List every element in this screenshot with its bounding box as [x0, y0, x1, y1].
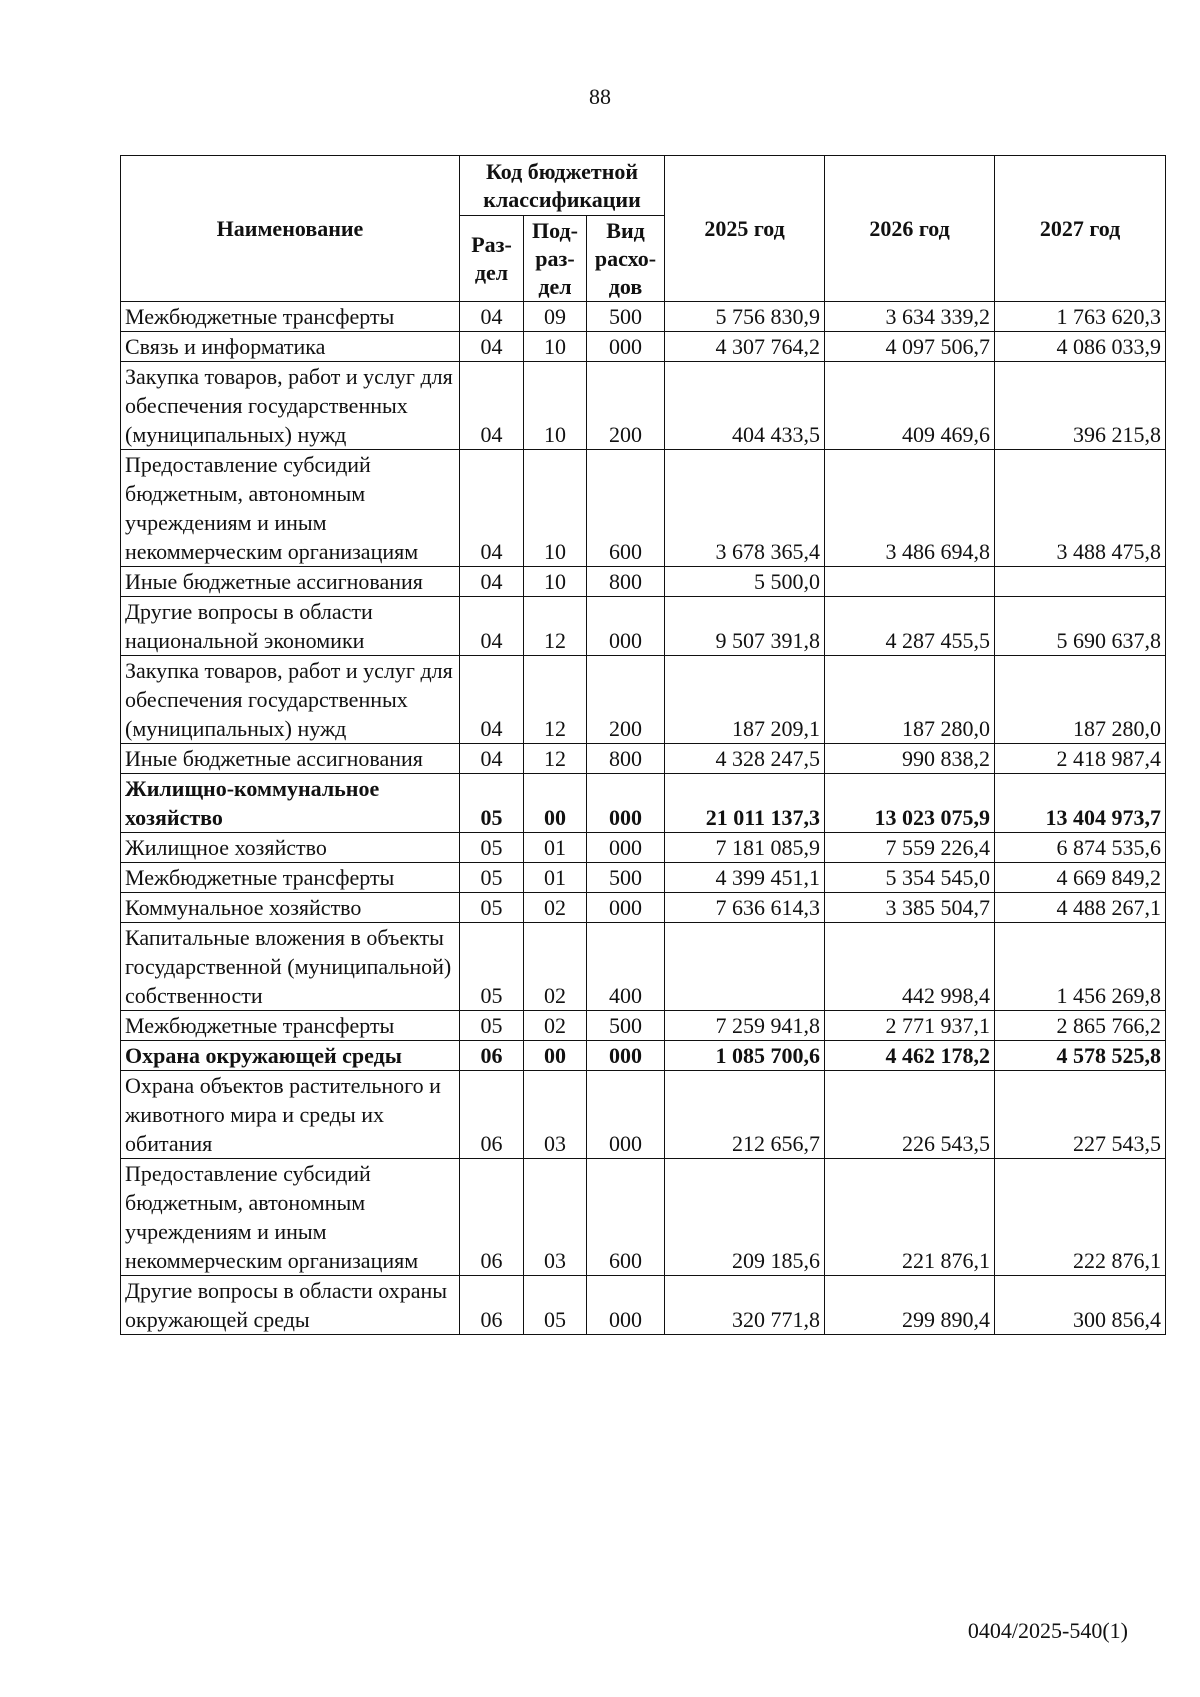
cell-y2025: 4 328 247,5 — [665, 744, 825, 774]
header-code-group: Код бюджетной классификации — [460, 156, 665, 216]
cell-vr: 500 — [587, 863, 665, 893]
cell-y2025: 209 185,6 — [665, 1159, 825, 1276]
cell-y2027: 6 874 535,6 — [995, 833, 1166, 863]
header-vid: Вид расхо-дов — [587, 216, 665, 302]
cell-y2026: 4 097 506,7 — [825, 332, 995, 362]
cell-pr: 00 — [524, 774, 587, 833]
header-razdel: Раз-дел — [460, 216, 524, 302]
cell-y2025: 212 656,7 — [665, 1071, 825, 1159]
cell-name: Межбюджетные трансферты — [121, 302, 460, 332]
cell-y2027: 222 876,1 — [995, 1159, 1166, 1276]
cell-rz: 05 — [460, 893, 524, 923]
cell-pr: 03 — [524, 1159, 587, 1276]
cell-pr: 09 — [524, 302, 587, 332]
cell-rz: 04 — [460, 332, 524, 362]
cell-rz: 05 — [460, 923, 524, 1011]
cell-pr: 12 — [524, 656, 587, 744]
cell-y2026: 7 559 226,4 — [825, 833, 995, 863]
cell-name: Межбюджетные трансферты — [121, 863, 460, 893]
cell-y2027: 2 865 766,2 — [995, 1011, 1166, 1041]
cell-pr: 02 — [524, 923, 587, 1011]
cell-name: Закупка товаров, работ и услуг для обеспечения государственных (муниципальных) нужд — [121, 362, 460, 450]
cell-pr: 02 — [524, 1011, 587, 1041]
cell-rz: 04 — [460, 450, 524, 567]
cell-vr: 000 — [587, 1071, 665, 1159]
cell-y2025: 9 507 391,8 — [665, 597, 825, 656]
table-row — [121, 774, 1166, 833]
cell-vr: 500 — [587, 1011, 665, 1041]
header-podrazdel: Под-раз-дел — [524, 216, 587, 302]
cell-vr: 000 — [587, 833, 665, 863]
cell-rz: 04 — [460, 302, 524, 332]
cell-y2026: 3 385 504,7 — [825, 893, 995, 923]
cell-y2027: 1 763 620,3 — [995, 302, 1166, 332]
header-2025: 2025 год — [665, 156, 825, 302]
cell-pr: 10 — [524, 362, 587, 450]
cell-y2026: 4 287 455,5 — [825, 597, 995, 656]
cell-name: Связь и информатика — [121, 332, 460, 362]
header-2027: 2027 год — [995, 156, 1166, 302]
cell-y2027: 1 456 269,8 — [995, 923, 1166, 1011]
header-2026: 2026 год — [825, 156, 995, 302]
cell-vr: 600 — [587, 450, 665, 567]
cell-y2026: 4 462 178,2 — [825, 1041, 995, 1071]
cell-y2025 — [665, 923, 825, 1011]
cell-vr: 600 — [587, 1159, 665, 1276]
cell-y2027: 4 488 267,1 — [995, 893, 1166, 923]
budget-table — [120, 155, 1166, 1335]
table-row — [121, 1071, 1166, 1159]
cell-name: Иные бюджетные ассигнования — [121, 744, 460, 774]
cell-y2025: 1 085 700,6 — [665, 1041, 825, 1071]
cell-y2026: 990 838,2 — [825, 744, 995, 774]
cell-y2025: 404 433,5 — [665, 362, 825, 450]
cell-y2025: 187 209,1 — [665, 656, 825, 744]
cell-rz: 04 — [460, 597, 524, 656]
cell-rz: 06 — [460, 1041, 524, 1071]
cell-pr: 01 — [524, 833, 587, 863]
cell-name: Жилищно-коммунальное хозяйство — [121, 774, 460, 833]
cell-pr: 10 — [524, 567, 587, 597]
cell-y2027: 187 280,0 — [995, 656, 1166, 744]
cell-vr: 400 — [587, 923, 665, 1011]
cell-name: Охрана окружающей среды — [121, 1041, 460, 1071]
cell-name: Жилищное хозяйство — [121, 833, 460, 863]
cell-y2026: 409 469,6 — [825, 362, 995, 450]
table-row — [121, 302, 1166, 332]
cell-name: Предоставление субсидий бюджетным, автономным учреждениям и иным некоммерческим организациям — [121, 450, 460, 567]
cell-rz: 04 — [460, 567, 524, 597]
header-name: Наименование — [121, 156, 460, 302]
cell-name: Предоставление субсидий бюджетным, автономным учреждениям и иным некоммерческим организациям — [121, 1159, 460, 1276]
cell-y2027: 227 543,5 — [995, 1071, 1166, 1159]
table-row — [121, 833, 1166, 863]
table-body — [121, 302, 1166, 1335]
cell-y2027: 396 215,8 — [995, 362, 1166, 450]
cell-rz: 05 — [460, 774, 524, 833]
cell-rz: 05 — [460, 833, 524, 863]
cell-y2025: 4 399 451,1 — [665, 863, 825, 893]
table-row — [121, 863, 1166, 893]
cell-y2025: 21 011 137,3 — [665, 774, 825, 833]
cell-name: Другие вопросы в области национальной экономики — [121, 597, 460, 656]
cell-rz: 05 — [460, 863, 524, 893]
cell-y2026: 442 998,4 — [825, 923, 995, 1011]
cell-rz: 06 — [460, 1071, 524, 1159]
cell-rz: 05 — [460, 1011, 524, 1041]
table-row — [121, 1276, 1166, 1335]
cell-vr: 000 — [587, 774, 665, 833]
cell-y2026: 226 543,5 — [825, 1071, 995, 1159]
cell-pr: 12 — [524, 744, 587, 774]
page-number: 88 — [589, 84, 611, 109]
cell-pr: 10 — [524, 332, 587, 362]
cell-y2027: 300 856,4 — [995, 1276, 1166, 1335]
cell-rz: 04 — [460, 656, 524, 744]
table-row — [121, 362, 1166, 450]
cell-vr: 000 — [587, 1276, 665, 1335]
cell-y2026: 3 486 694,8 — [825, 450, 995, 567]
cell-rz: 04 — [460, 744, 524, 774]
cell-name: Капитальные вложения в объекты государственной (муниципальной) собственности — [121, 923, 460, 1011]
cell-vr: 200 — [587, 656, 665, 744]
cell-y2025: 7 259 941,8 — [665, 1011, 825, 1041]
cell-y2027: 5 690 637,8 — [995, 597, 1166, 656]
cell-name: Охрана объектов растительного и животного мира и среды их обитания — [121, 1071, 460, 1159]
cell-vr: 000 — [587, 1041, 665, 1071]
cell-y2026 — [825, 567, 995, 597]
table-row — [121, 1041, 1166, 1071]
cell-y2027 — [995, 567, 1166, 597]
cell-y2026: 13 023 075,9 — [825, 774, 995, 833]
cell-vr: 500 — [587, 302, 665, 332]
cell-vr: 000 — [587, 332, 665, 362]
table-row — [121, 893, 1166, 923]
cell-y2025: 7 636 614,3 — [665, 893, 825, 923]
cell-y2026: 3 634 339,2 — [825, 302, 995, 332]
cell-y2027: 13 404 973,7 — [995, 774, 1166, 833]
cell-y2026: 299 890,4 — [825, 1276, 995, 1335]
cell-pr: 12 — [524, 597, 587, 656]
cell-pr: 10 — [524, 450, 587, 567]
cell-y2026: 221 876,1 — [825, 1159, 995, 1276]
cell-y2027: 4 578 525,8 — [995, 1041, 1166, 1071]
cell-y2027: 4 669 849,2 — [995, 863, 1166, 893]
cell-pr: 02 — [524, 893, 587, 923]
cell-y2025: 5 500,0 — [665, 567, 825, 597]
table-row — [121, 597, 1166, 656]
table-row — [121, 1159, 1166, 1276]
cell-name: Коммунальное хозяйство — [121, 893, 460, 923]
table-row — [121, 744, 1166, 774]
table-row — [121, 1011, 1166, 1041]
cell-y2025: 5 756 830,9 — [665, 302, 825, 332]
table-row — [121, 923, 1166, 1011]
cell-y2027: 4 086 033,9 — [995, 332, 1166, 362]
cell-pr: 01 — [524, 863, 587, 893]
cell-y2026: 187 280,0 — [825, 656, 995, 744]
table-row — [121, 567, 1166, 597]
cell-y2025: 7 181 085,9 — [665, 833, 825, 863]
cell-pr: 03 — [524, 1071, 587, 1159]
table-row — [121, 332, 1166, 362]
cell-y2026: 2 771 937,1 — [825, 1011, 995, 1041]
cell-vr: 000 — [587, 597, 665, 656]
cell-vr: 800 — [587, 567, 665, 597]
cell-vr: 000 — [587, 893, 665, 923]
cell-pr: 00 — [524, 1041, 587, 1071]
cell-rz: 04 — [460, 362, 524, 450]
table-row — [121, 656, 1166, 744]
cell-name: Иные бюджетные ассигнования — [121, 567, 460, 597]
cell-y2025: 3 678 365,4 — [665, 450, 825, 567]
cell-y2027: 2 418 987,4 — [995, 744, 1166, 774]
cell-y2025: 320 771,8 — [665, 1276, 825, 1335]
cell-vr: 800 — [587, 744, 665, 774]
cell-name: Закупка товаров, работ и услуг для обеспечения государственных (муниципальных) нужд — [121, 656, 460, 744]
cell-name: Другие вопросы в области охраны окружающей среды — [121, 1276, 460, 1335]
cell-name: Межбюджетные трансферты — [121, 1011, 460, 1041]
cell-y2025: 4 307 764,2 — [665, 332, 825, 362]
cell-y2027: 3 488 475,8 — [995, 450, 1166, 567]
cell-rz: 06 — [460, 1159, 524, 1276]
cell-y2026: 5 354 545,0 — [825, 863, 995, 893]
document-code: 0404/2025-540(1) — [967, 1618, 1128, 1643]
cell-vr: 200 — [587, 362, 665, 450]
cell-rz: 06 — [460, 1276, 524, 1335]
table-row — [121, 450, 1166, 567]
cell-pr: 05 — [524, 1276, 587, 1335]
